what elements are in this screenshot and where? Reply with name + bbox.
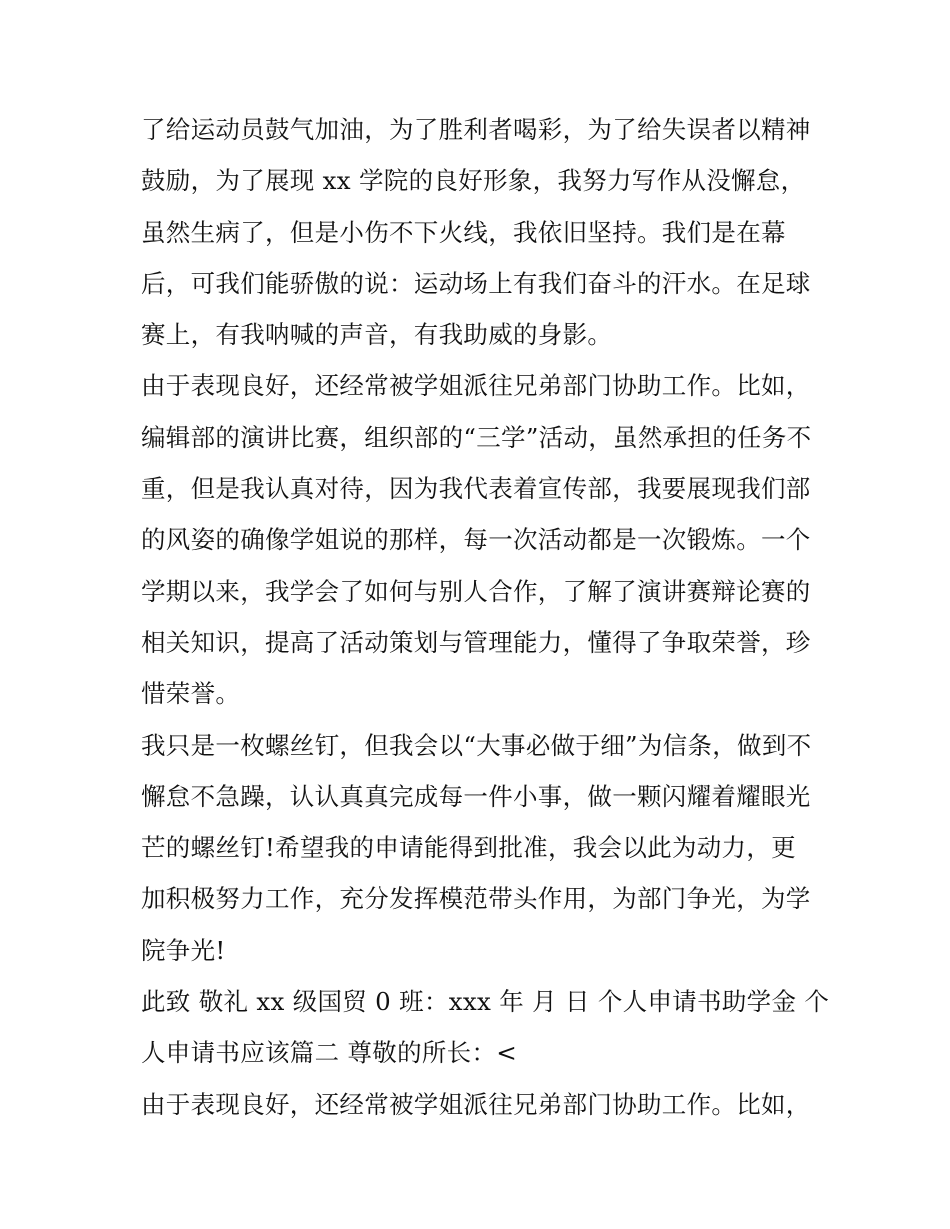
text-line: 此致 敬礼 xx 级国贸 0 班：xxx 年 月 日 个人申请书助学金 个 (141, 987, 830, 1017)
text-line: 我只是一枚螺丝钉，但我会以“大事必做于细”为信条，做到不 (141, 730, 812, 760)
text-line: 虽然生病了，但是小伤不下火线，我依旧坚持。我们是在幕 (141, 217, 786, 247)
text-line: 人申请书应该篇二 尊敬的所长：< (141, 1038, 518, 1068)
text-line: 鼓励，为了展现 xx 学院的良好形象，我努力写作从没懈怠， (141, 166, 806, 196)
paragraph-2 (141, 360, 813, 719)
text-line: 的风姿的确像学姐说的那样，每一次活动都是一次锻炼。一个 (141, 525, 811, 555)
text-line: 学期以来，我学会了如何与别人合作，了解了演讲赛辩论赛的 (141, 576, 811, 606)
text-line: 由于表现良好，还经常被学姐派往兄弟部门协助工作。比如， (141, 1089, 811, 1119)
text-line: 芒的螺丝钉!希望我的申请能得到批准，我会以此为动力，更 (141, 833, 796, 863)
paragraph-1 (141, 104, 813, 360)
paragraph-5 (141, 1079, 813, 1130)
document-body (141, 104, 830, 1130)
text-line: 了给运动员鼓气加油，为了胜利者喝彩，为了给失误者以精神 (141, 115, 811, 144)
text-line: 懈怠不急躁，认认真真完成每一件小事，做一颗闪耀着耀眼光 (141, 781, 811, 811)
text-line: 院争光! (141, 935, 226, 965)
text-line: 赛上，有我呐喊的声音，有我助威的身影。 (141, 320, 613, 350)
text-line: 后，可我们能骄傲的说：运动场上有我们奋斗的汗水。在足球 (141, 268, 811, 298)
paragraph-3 (141, 720, 813, 976)
text-line: 编辑部的演讲比赛，组织部的“三学”活动，虽然承担的任务不 (141, 422, 812, 452)
text-line: 加积极努力工作，充分发挥模范带头作用，为部门争光，为学 (141, 884, 811, 914)
paragraph-4 (141, 976, 830, 1079)
text-line: 相关知识，提高了活动策划与管理能力，懂得了争取荣誉，珍 (141, 627, 811, 657)
text-line: 由于表现良好，还经常被学姐派往兄弟部门协助工作。比如， (141, 371, 811, 401)
text-line: 惜荣誉。 (141, 679, 241, 709)
text-line: 重，但是我认真对待，因为我代表着宣传部，我要展现我们部 (141, 474, 811, 504)
